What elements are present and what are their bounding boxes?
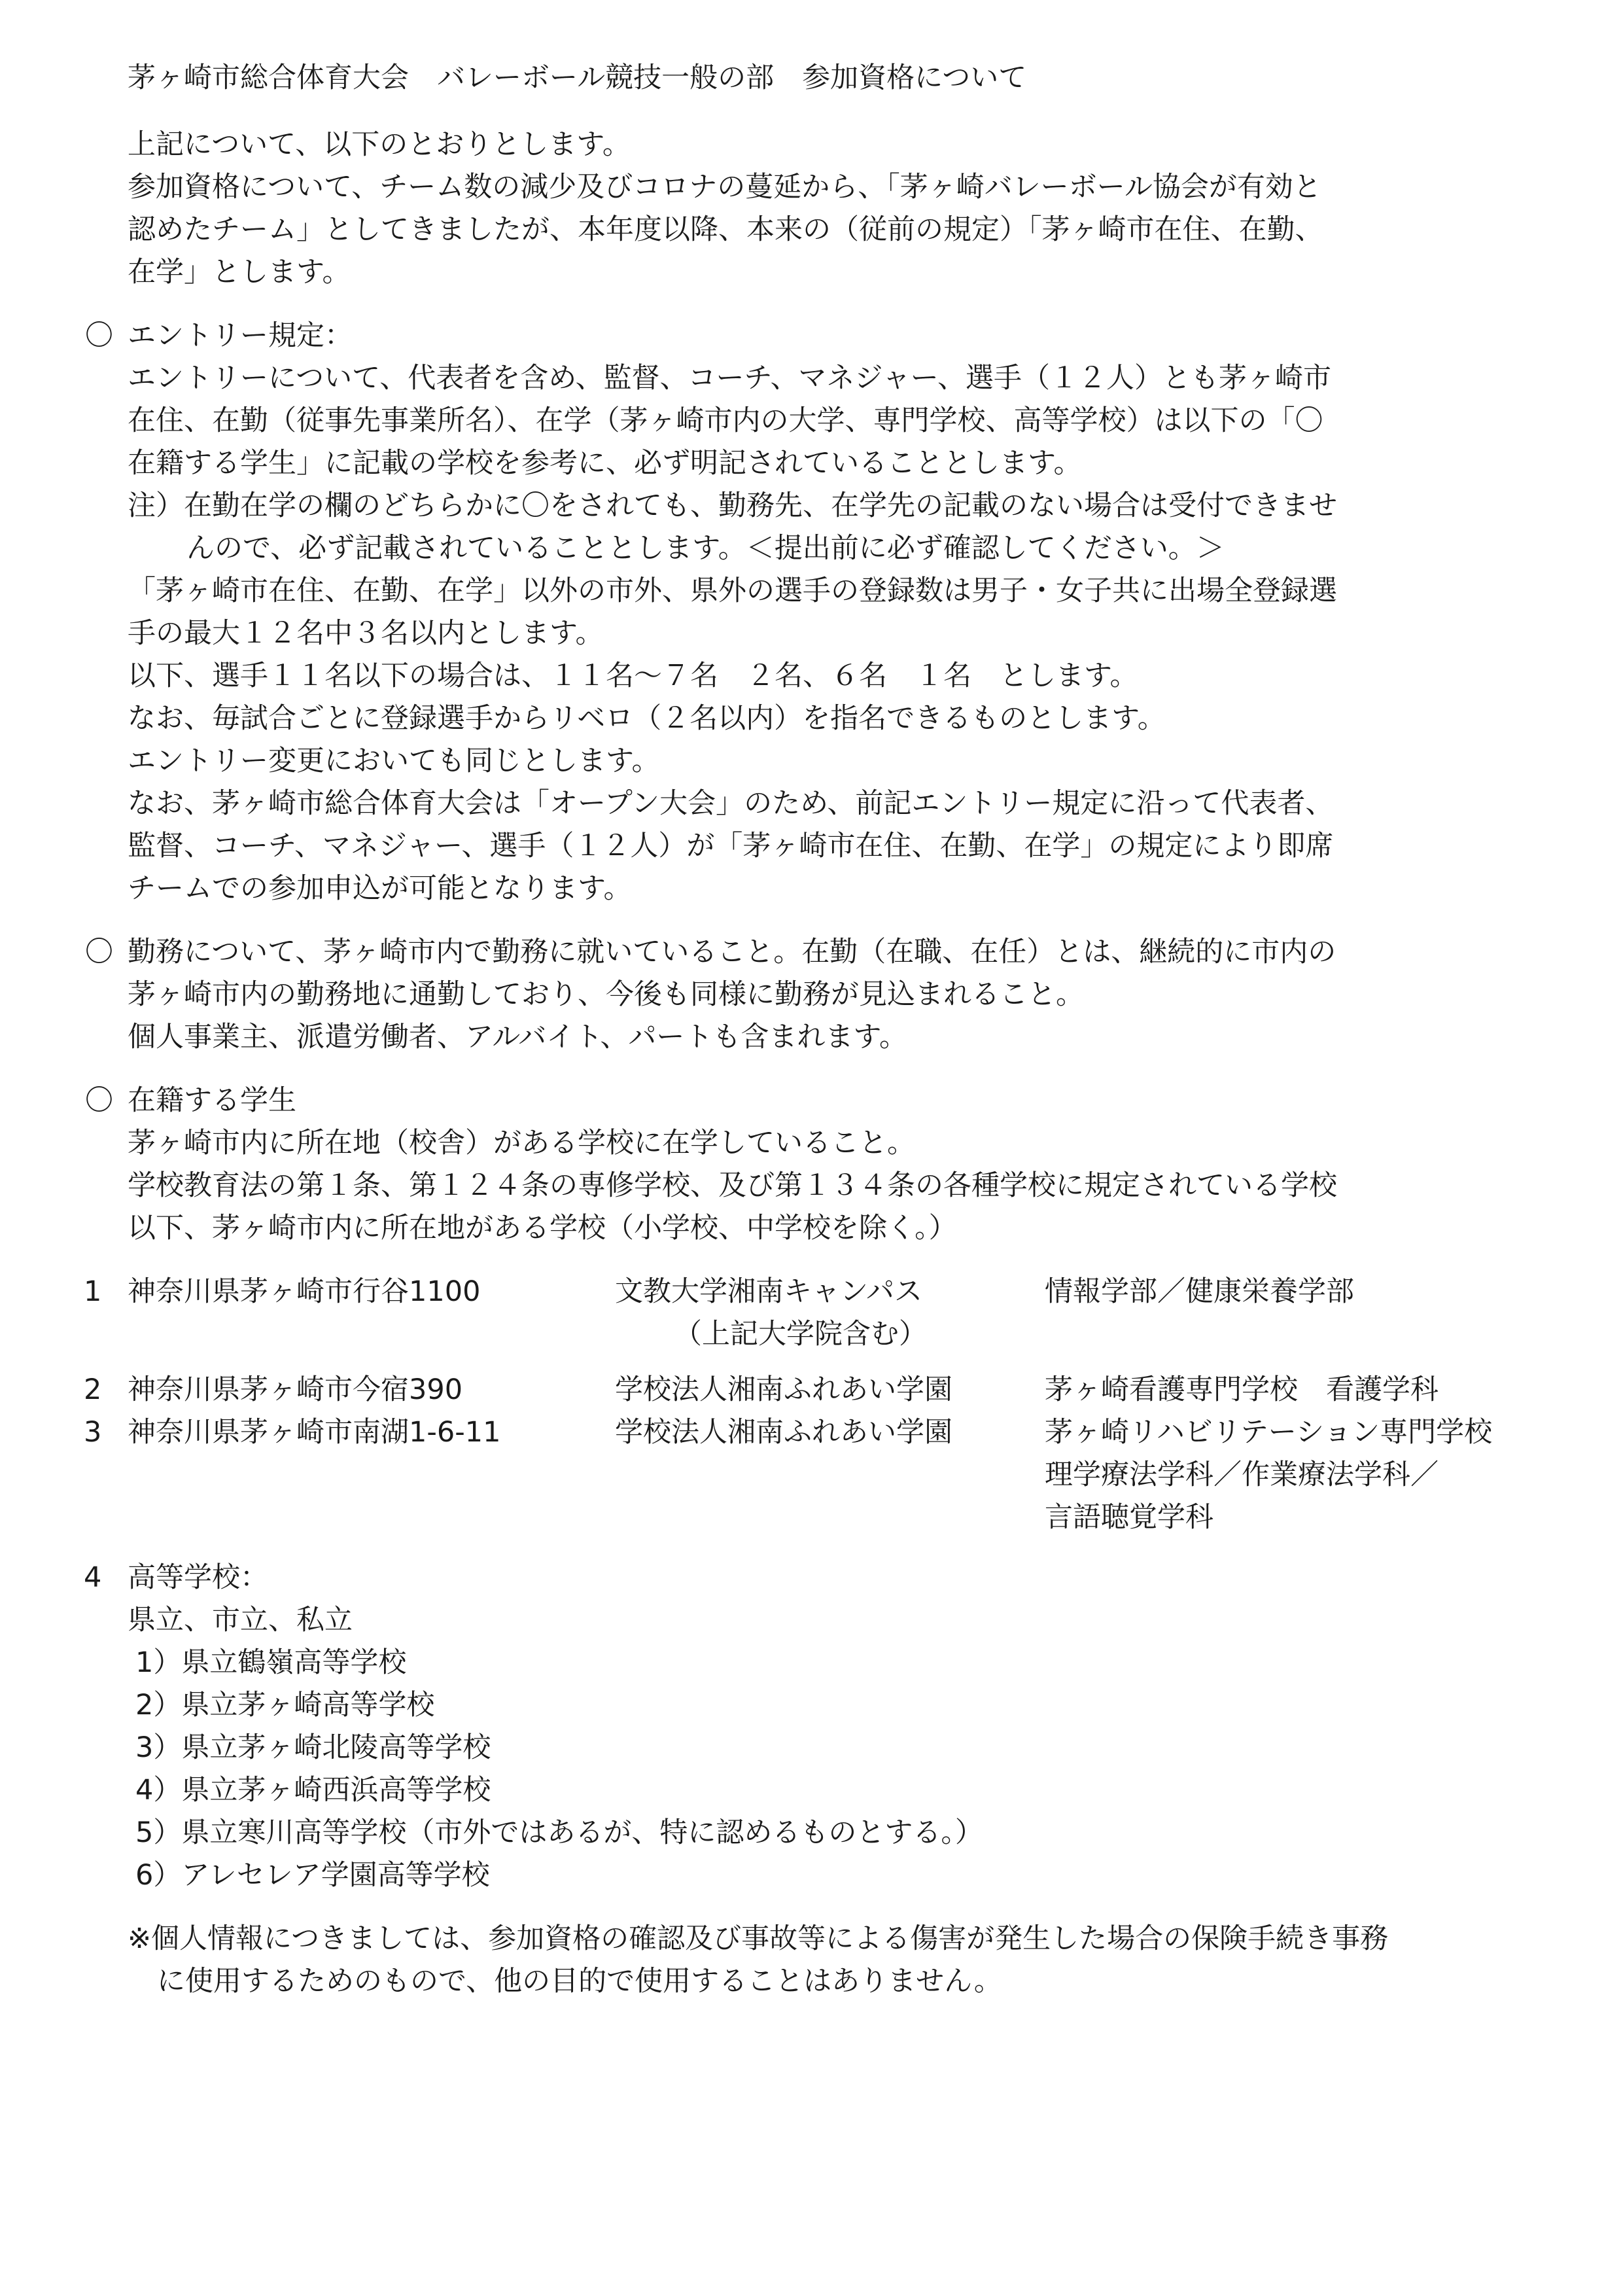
entry-note: んので、必ず記載されていることとします。＜提出前に必ず確認してください。＞: [186, 532, 1225, 565]
entry-line: 監督、コーチ、マネジャー、選手（１２人）が「茅ヶ崎市在住、在勤、在学」の規定により即席: [128, 830, 1334, 862]
high-school-item: 5）県立寒川高等学校（市外ではあるが、特に認めるものとする。）: [135, 1816, 983, 1849]
students-heading: 在籍する学生: [128, 1084, 296, 1117]
entry-line: エントリー変更においても同じとします。: [128, 745, 660, 777]
high-school-item: 2）県立茅ヶ崎高等学校: [135, 1689, 435, 1722]
school-dept: 茅ヶ崎看護専門学校 看護学科: [1045, 1373, 1439, 1406]
page-title: 茅ヶ崎市総合体育大会 バレーボール競技一般の部 参加資格について: [128, 62, 1027, 94]
entry-heading: エントリー規定：: [128, 319, 353, 352]
section-bullet: 〇: [85, 319, 113, 352]
students-line: 以下、茅ヶ崎市内に所在地がある学校（小学校、中学校を除く。）: [128, 1212, 957, 1245]
work-line: 茅ヶ崎市内の勤務地に通勤しており、今後も同様に勤務が見込まれること。: [128, 978, 1084, 1011]
school-dept: 理学療法学科／作業療法学科／: [1045, 1458, 1439, 1491]
entry-line: 在住、在勤（従事先事業所名）、在学（茅ヶ崎市内の大学、専門学校、高等学校）は以下の「〇: [128, 404, 1323, 437]
entry-line: エントリーについて、代表者を含め、監督、コーチ、マネジャー、選手（１２人）とも茅ヶ崎市: [128, 362, 1331, 395]
school-address: 神奈川県茅ヶ崎市行谷1100: [128, 1275, 481, 1308]
entry-line: なお、茅ヶ崎市総合体育大会は「オープン大会」のため、前記エントリー規定に沿って代表者、: [128, 787, 1334, 820]
privacy-note: ※個人情報につきましては、参加資格の確認及び事故等による傷害が発生した場合の保険手続き事務: [128, 1922, 1389, 1955]
entry-line: 手の最大１２名中３名以内とします。: [128, 617, 604, 650]
high-school-item: 4）県立茅ヶ崎西浜高等学校: [135, 1774, 491, 1807]
school-dept: 情報学部／健康栄養学部: [1045, 1275, 1354, 1308]
intro-line: 在学」とします。: [128, 256, 351, 289]
school-dept: 言語聴覚学科: [1045, 1501, 1213, 1534]
entry-line: 以下、選手１１名以下の場合は、１１名～７名 ２名、６名 １名 とします。: [128, 660, 1138, 692]
section-number: 4: [84, 1561, 102, 1594]
high-school-types: 県立、市立、私立: [128, 1604, 353, 1636]
high-school-item: 1）県立鶴嶺高等学校: [135, 1646, 407, 1679]
school-number: 2: [84, 1373, 102, 1406]
high-school-item: 6）アレセレア学園高等学校: [135, 1859, 490, 1892]
high-school-heading: 高等学校：: [128, 1561, 268, 1594]
section-bullet: 〇: [85, 936, 113, 968]
work-line: 勤務について、茅ヶ崎市内で勤務に就いていること。在勤（在職、在任）とは、継続的に市内の: [128, 936, 1336, 968]
intro-line: 参加資格について、チーム数の減少及びコロナの蔓延から、「茅ヶ崎バレーボール協会が有効と: [128, 171, 1321, 203]
work-line: 個人事業主、派遣労働者、アルバイト、パートも含まれます。: [128, 1021, 907, 1053]
entry-line: なお、毎試合ごとに登録選手からリベロ（２名以内）を指名できるものとします。: [128, 702, 1166, 735]
entry-line: 「茅ヶ崎市在住、在勤、在学」以外の市外、県外の選手の登録数は男子・女子共に出場全登録選: [128, 574, 1337, 607]
entry-line: チームでの参加申込が可能となります。: [128, 872, 632, 905]
entry-note: 注）在勤在学の欄のどちらかに〇をされても、勤務先、在学先の記載のない場合は受付できませ: [128, 489, 1337, 522]
school-number: 1: [84, 1275, 102, 1308]
intro-line: 上記について、以下のとおりとします。: [128, 128, 631, 161]
school-address: 神奈川県茅ヶ崎市南湖1-6-11: [128, 1416, 501, 1449]
privacy-note: に使用するためのもので、他の目的で使用することはありません。: [157, 1965, 1002, 1998]
school-number: 3: [84, 1416, 102, 1449]
school-address: 神奈川県茅ヶ崎市今宿390: [128, 1373, 463, 1406]
school-org-note: （上記大学院含む）: [674, 1318, 927, 1351]
intro-line: 認めたチーム」としてきましたが、本年度以降、本来の（従前の規定）「茅ヶ崎市在住、在勤、: [128, 213, 1323, 246]
school-dept: 茅ヶ崎リハビリテーション専門学校: [1045, 1416, 1493, 1449]
entry-line: 在籍する学生」に記載の学校を参考に、必ず明記されていることとします。: [128, 447, 1082, 480]
section-bullet: 〇: [85, 1084, 113, 1117]
students-line: 学校教育法の第１条、第１２４条の専修学校、及び第１３４条の各種学校に規定されている学校: [128, 1169, 1337, 1202]
school-org: 学校法人湘南ふれあい学園: [615, 1373, 952, 1406]
high-school-item: 3）県立茅ヶ崎北陵高等学校: [135, 1731, 491, 1764]
school-org: 文教大学湘南キャンパス: [615, 1275, 922, 1308]
students-line: 茅ヶ崎市内に所在地（校舎）がある学校に在学していること。: [128, 1127, 915, 1159]
school-org: 学校法人湘南ふれあい学園: [615, 1416, 952, 1449]
